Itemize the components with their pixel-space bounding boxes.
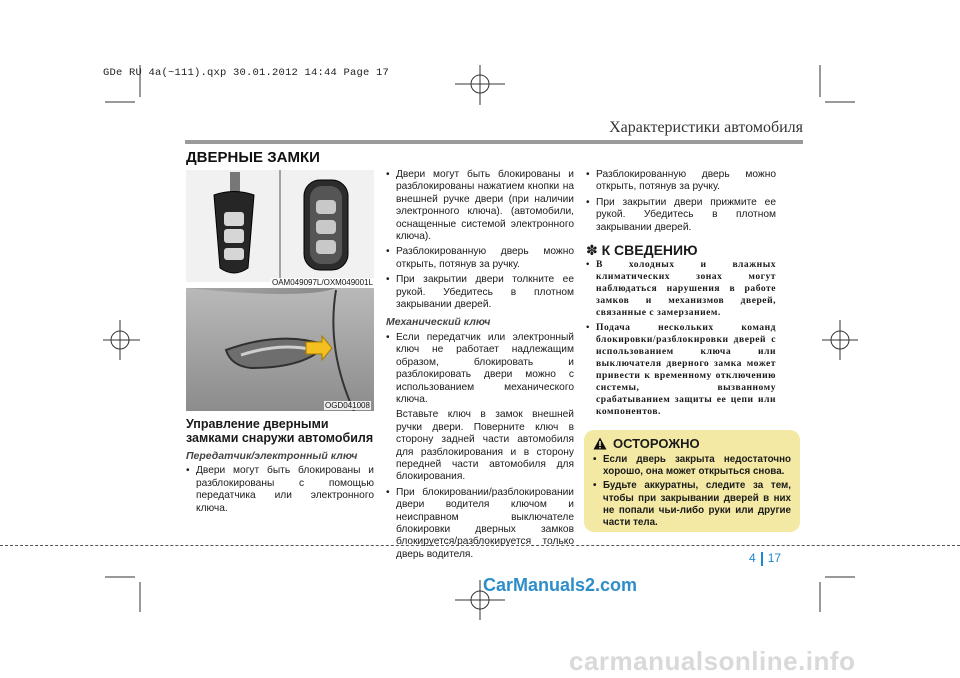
page-header: Характеристики автомобиля: [609, 119, 803, 136]
notice-bullet: • Подача нескольких команд блокировки/разблокировки дверей с использованием ключа или выключателя дверного замка может привести к временному отключению системы, вызванному срабатыванием защиты ее цепи или компонентов.: [586, 322, 776, 418]
column-1: [186, 417, 374, 518]
col2-paragraph: Вставьте ключ в замок внешней ручки двери. Поверните ключ в сторону задней части автомобиля для разблокирования и в сторону передней части автомобиля для блокирования.: [396, 409, 574, 483]
watermark-carmanuals2[interactable]: CarManuals2.com: [483, 575, 638, 595]
print-file-info: GDe RU 4a(~111).qxp 30.01.2012 14:44 Page 17: [103, 67, 390, 79]
col2-subheading: Механический ключ: [386, 316, 491, 329]
column-2: [386, 169, 574, 564]
col3-bullet: • При закрытии двери прижмите ее рукой. Убедитесь в плотном закрывании дверей.: [586, 197, 776, 234]
handle-figure-caption: OGD041008: [325, 401, 370, 410]
col2-bullet: • При закрытии двери толкните ее рукой. Убедитесь в плотном закрывании дверей.: [386, 274, 574, 311]
header-rule: [185, 140, 803, 144]
notice-title: ✽ К СВЕДЕНИЮ: [586, 242, 698, 259]
smart-key-icon: [304, 180, 348, 270]
col1-heading: Управление дверными замками снаружи автомобиля: [186, 417, 374, 445]
warning-bullet: • Будьте аккуратны, следите за тем, чтобы при закрывании дверей в них не попали чьи-либо руки или другие части тела.: [593, 480, 791, 529]
col2-bullet: • Разблокированную дверь можно открыть, потянув за ручку.: [386, 246, 574, 271]
door-key-illustration: [186, 170, 374, 411]
section-title: ДВЕРНЫЕ ЗАМКИ: [186, 149, 320, 166]
column-3: [586, 169, 776, 421]
notice-bullet: • В холодных и влажных климатических зонах могут наблюдаться нарушения в работе замков и механизмов дверей, связанные с замерзанием.: [586, 259, 776, 319]
page-number: [749, 551, 781, 566]
footer-rule: [0, 545, 960, 546]
warning-box: [584, 430, 800, 532]
keys-figure-caption: OAM049097L/OXM049001L: [272, 278, 373, 287]
warning-bullet: • Если дверь закрыта недостаточно хорошо, она может открыться снова.: [593, 454, 791, 478]
watermark-carmanualsonline[interactable]: carmanualsonline.info: [569, 646, 856, 676]
photo-panel: [186, 170, 374, 411]
col1-bullet: • Двери могут быть блокированы и разблокированы с помощью передатчика или электронного ключа.: [186, 465, 374, 515]
col2-bullet: • Если передатчик или электронный ключ не работает надлежащим образом, блокировать и разблокировать двери можно с использованием механического ключа.: [386, 332, 574, 406]
warning-title: ОСТОРОЖНО: [613, 436, 700, 451]
col2-bullet: • Двери могут быть блокированы и разблокированы нажатием кнопки на внешней ручке двери (при наличии электронного ключа). (автомобили, оснащенные системой электронного ключа).: [386, 169, 574, 243]
page-number-value: 17: [767, 551, 782, 565]
chapter-number: 4: [749, 551, 756, 565]
col2-bullet: • При блокировании/разблокировании двери водителя ключом и неисправном выключателе блокировки дверных замков блокируется/разблокируется только дверь водителя.: [386, 487, 574, 561]
warning-triangle-icon: [593, 437, 607, 450]
col1-subheading: Передатчик/электронный ключ: [186, 450, 358, 462]
col3-bullet: • Разблокированную дверь можно открыть, потянув за ручку.: [586, 169, 776, 194]
